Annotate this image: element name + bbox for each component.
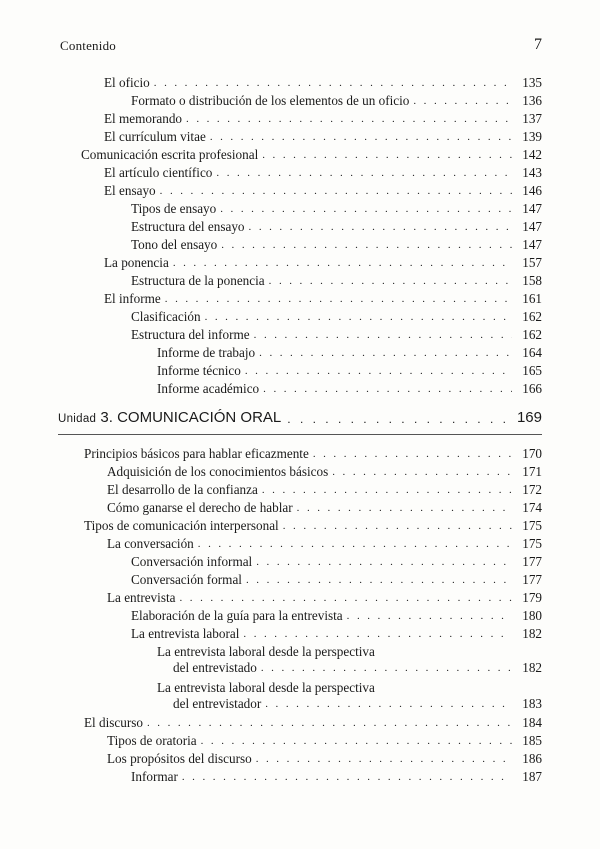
toc-entry-page: 143	[522, 165, 542, 180]
toc-entry	[107, 464, 542, 480]
toc-entry	[84, 446, 542, 462]
toc-entry	[104, 183, 542, 199]
dot-leader	[154, 75, 512, 91]
toc-entry	[104, 111, 542, 127]
toc-entry-page: 183	[522, 696, 542, 711]
dot-leader	[165, 291, 512, 307]
dot-leader	[261, 660, 512, 676]
toc-entry	[81, 147, 542, 163]
page-header	[60, 38, 542, 58]
dot-leader	[147, 715, 512, 731]
dot-leader	[179, 590, 512, 606]
toc-entry-page: 157	[522, 255, 542, 270]
running-title: Contenido	[60, 38, 116, 53]
toc-entry-title: Tipos de ensayo	[131, 201, 217, 216]
toc-entry-page: 179	[522, 590, 542, 605]
toc-entry-title-line1: La entrevista laboral desde la perspectiva	[157, 644, 375, 659]
toc-entry-page: 161	[522, 291, 542, 306]
toc-entry-page: 135	[522, 75, 542, 90]
dot-leader	[210, 129, 512, 145]
toc-entry-page: 166	[522, 381, 542, 396]
toc-entry-page: 147	[522, 201, 542, 216]
dot-leader	[243, 626, 512, 642]
dot-leader	[283, 518, 512, 534]
toc-entry	[107, 733, 542, 749]
toc-entry-title: Tipos de oratoria	[107, 733, 197, 748]
toc-entry-title: Comunicación escrita profesional	[81, 147, 259, 162]
dot-leader	[182, 769, 512, 785]
dot-leader	[205, 309, 512, 325]
toc-entry-title: Los propósitos del discurso	[107, 751, 252, 766]
toc-entry-title: Clasificación	[131, 309, 201, 324]
toc-entry-title: Informe académico	[157, 381, 260, 396]
toc-entry-title: Principios básicos para hablar eficazmente	[84, 446, 309, 461]
dot-leader	[254, 327, 512, 343]
dot-leader	[160, 183, 512, 199]
toc-entry-page: 177	[522, 554, 542, 569]
toc-entry	[107, 482, 542, 498]
dot-leader	[256, 554, 512, 570]
toc-entry	[131, 327, 542, 343]
toc-entry-title: La entrevista laboral	[131, 626, 240, 641]
toc-entry-page: 162	[522, 309, 542, 324]
toc-entry-page: 174	[522, 500, 542, 515]
toc-entry-page: 177	[522, 572, 542, 587]
dot-leader	[256, 751, 512, 767]
toc-entry	[104, 75, 542, 91]
dot-leader	[259, 345, 512, 361]
dot-leader	[269, 273, 512, 289]
unit-page: 169	[516, 409, 542, 426]
toc-entry-page: 136	[522, 93, 542, 108]
toc-entry-title: Elaboración de la guía para la entrevista	[131, 608, 343, 623]
toc-entry-title: Tipos de comunicación interpersonal	[84, 518, 279, 533]
toc-entry	[104, 255, 542, 271]
toc-entry-title-line2: del entrevistado	[173, 660, 257, 675]
toc-entry-title: El memorando	[104, 111, 183, 126]
unit-title	[58, 409, 281, 426]
toc-entry-page: 182	[522, 660, 542, 675]
toc-entry-page: 137	[522, 111, 542, 126]
toc-entry-title-line1: La entrevista laboral desde la perspectiva	[157, 680, 375, 695]
toc-entry-title: La ponencia	[104, 255, 169, 270]
dot-leader	[297, 500, 512, 516]
toc-entry-page: 170	[522, 446, 542, 461]
toc-entry-page: 187	[522, 769, 542, 784]
toc-entry-title: Informe de trabajo	[157, 345, 256, 360]
dot-leader	[221, 237, 512, 253]
toc-entry-title: La entrevista	[107, 590, 176, 605]
toc-entry-page: 147	[522, 219, 542, 234]
toc-entry	[131, 572, 542, 588]
toc-entry	[173, 660, 542, 676]
toc-entry-title: Estructura de la ponencia	[131, 273, 265, 288]
dot-leader	[265, 696, 512, 712]
dot-leader	[332, 464, 512, 480]
toc-entry-page: 185	[522, 733, 542, 748]
toc-entry-title: Conversación formal	[131, 572, 242, 587]
toc-entry-page: 171	[522, 464, 542, 479]
toc-entry-title: La conversación	[107, 536, 194, 551]
toc-entry-title: Informar	[131, 769, 178, 784]
toc-entry	[131, 201, 542, 217]
toc-entry	[104, 165, 542, 181]
dot-leader	[173, 255, 512, 271]
dot-leader	[262, 147, 512, 163]
dot-leader	[220, 201, 512, 217]
toc-entry-title: Tono del ensayo	[131, 237, 218, 252]
toc-entry	[84, 715, 542, 731]
unit-title-rest: 3. COMUNICACIÓN ORAL	[96, 409, 282, 426]
toc-entry	[157, 381, 542, 397]
toc-entry-page: 162	[522, 327, 542, 342]
toc-entry	[107, 500, 542, 516]
toc-entry	[131, 608, 542, 624]
toc-entry-page: 146	[522, 183, 542, 198]
toc-entry	[107, 536, 542, 552]
toc-entry-title: El artículo científico	[104, 165, 213, 180]
toc-entry-title: El currículum vitae	[104, 129, 206, 144]
toc-entry	[107, 590, 542, 606]
toc-entry-page: 172	[522, 482, 542, 497]
toc-entry-title: El discurso	[84, 715, 143, 730]
toc-entry-title: El ensayo	[104, 183, 156, 198]
toc-entry-page: 175	[522, 518, 542, 533]
toc-entry-page: 164	[522, 345, 542, 360]
toc-entry-title: Estructura del ensayo	[131, 219, 245, 234]
toc-entry	[157, 345, 542, 361]
toc-entry	[131, 93, 542, 109]
toc-entry	[107, 751, 542, 767]
dot-leader	[347, 608, 512, 624]
toc-entry-title: El informe	[104, 291, 161, 306]
toc-entry-page: 142	[522, 147, 542, 162]
dot-leader	[246, 572, 512, 588]
toc-entry-page: 184	[522, 715, 542, 730]
toc-entry-title-line2: del entrevistador	[173, 696, 262, 711]
toc-entry	[173, 696, 542, 712]
dot-leader	[198, 536, 512, 552]
dot-leader	[413, 93, 512, 109]
toc-entry-page: 180	[522, 608, 542, 623]
unit-word: Unidad	[58, 413, 97, 425]
dot-leader	[201, 733, 512, 749]
toc-entry-title: Cómo ganarse el derecho de hablar	[107, 500, 293, 515]
toc-entry-page: 165	[522, 363, 542, 378]
dot-leader	[262, 482, 512, 498]
toc-entry-title: Conversación informal	[131, 554, 253, 569]
toc-entry-page: 186	[522, 751, 542, 766]
toc-entry	[157, 363, 542, 379]
toc-entry	[84, 518, 542, 534]
toc-entry-title: Adquisición de los conocimientos básicos	[107, 464, 329, 479]
dot-leader	[263, 381, 512, 397]
toc-entry-page: 147	[522, 237, 542, 252]
toc-entry	[104, 291, 542, 307]
toc-entry-title: Estructura del informe	[131, 327, 250, 342]
toc-entry	[131, 554, 542, 570]
dot-leader	[186, 111, 512, 127]
toc-entry	[131, 237, 542, 253]
unit-divider	[58, 434, 542, 435]
dot-leader	[245, 363, 512, 379]
dot-leader	[313, 446, 512, 462]
page-number: 7	[534, 36, 542, 53]
toc-entry	[131, 309, 542, 325]
toc-entry	[131, 769, 542, 785]
dot-leader	[287, 412, 511, 426]
toc-entry-page: 139	[522, 129, 542, 144]
toc-entry-page: 182	[522, 626, 542, 641]
toc-entry	[131, 219, 542, 235]
toc-entry	[131, 626, 542, 642]
dot-leader	[216, 165, 512, 181]
unit-heading	[58, 409, 542, 426]
toc-entry-title: Informe técnico	[157, 363, 241, 378]
toc-entry-title: El desarrollo de la confianza	[107, 482, 258, 497]
toc-entry	[131, 273, 542, 289]
toc-entry-title: Formato o distribución de los elementos de un oficio	[131, 93, 410, 108]
toc-entry-title: El oficio	[104, 75, 150, 90]
toc-entry-page: 158	[522, 273, 542, 288]
toc-entry-page: 175	[522, 536, 542, 551]
toc-entry	[104, 129, 542, 145]
dot-leader	[249, 219, 512, 235]
